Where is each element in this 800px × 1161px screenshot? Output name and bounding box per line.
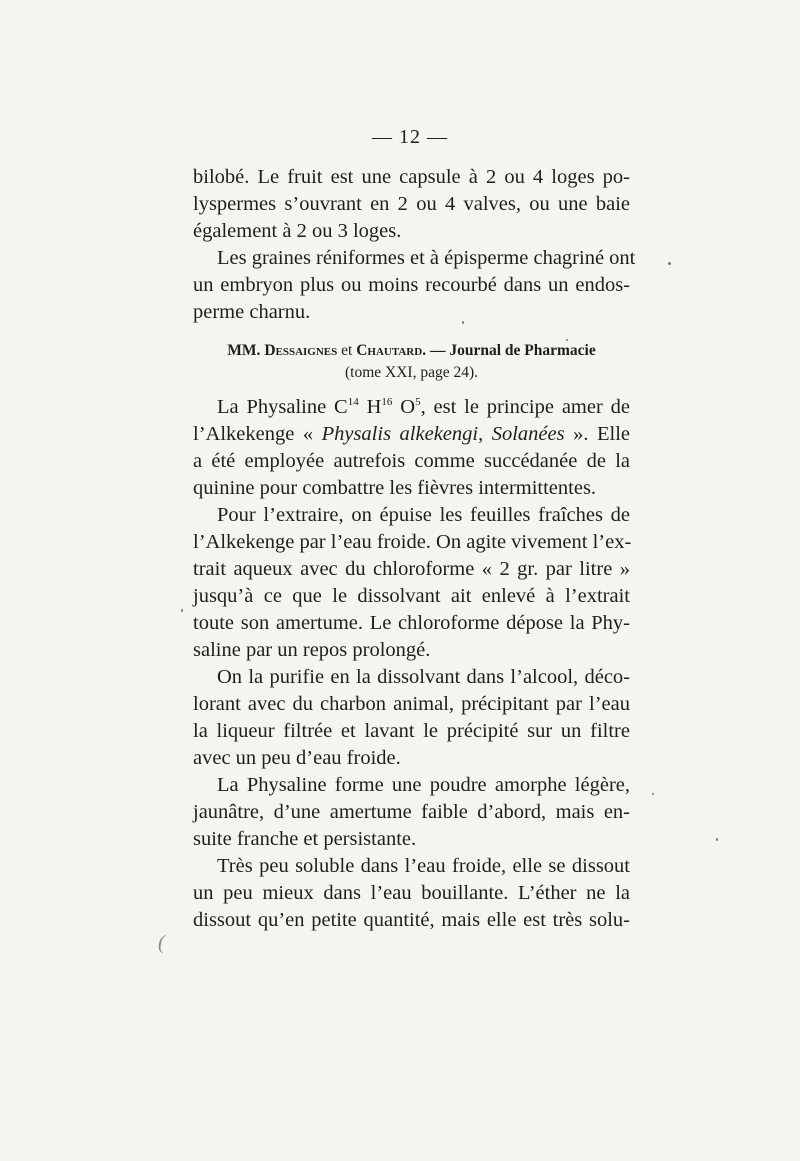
paragraph-2 xyxy=(193,245,636,326)
paragraph-3 xyxy=(193,394,630,502)
text-line: un embryon plus ou moins recourbé dans un endos- xyxy=(193,274,630,296)
text-line: quinine pour combattre les fièvres intermittentes. xyxy=(193,477,597,499)
text-line: bilobé. Le fruit est une capsule à 2 ou 4 loges po- xyxy=(193,166,630,188)
ink-speck xyxy=(668,262,671,265)
formula-sup: 5 xyxy=(415,396,421,408)
text-line: également à 2 ou 3 loges. xyxy=(193,220,402,242)
text-line: trait aqueux avec du chloroforme « 2 gr. par litre » xyxy=(193,558,630,580)
formula-sup: 14 xyxy=(347,396,359,408)
text-line: avec un peu d’eau froide. xyxy=(193,747,401,769)
text-line: Les graines réniformes et à épisperme chagriné ont xyxy=(217,247,636,269)
body-text xyxy=(193,164,636,934)
formula-text: , est le principe amer de xyxy=(420,396,631,418)
text-line: la liqueur filtrée et lavant le précipité sur un filtre xyxy=(193,720,630,742)
text-line: La Physaline forme une poudre amorphe légère, xyxy=(217,774,630,796)
citation-author-1: Dessaignes xyxy=(264,342,338,359)
text-run: l’Alkekenge « xyxy=(193,423,322,445)
margin-mark: ( xyxy=(158,932,165,954)
text-line: a été employée autrefois comme succédanée de la xyxy=(193,450,630,472)
text-line: un peu mieux dans l’eau bouillante. L’éther ne la xyxy=(193,882,630,904)
formula-sup: 16 xyxy=(381,396,393,408)
text-line: lyspermes s’ouvrant en 2 ou 4 valves, ou une baie xyxy=(193,193,630,215)
citation-conj: et xyxy=(337,342,357,359)
paragraph-6 xyxy=(193,772,630,853)
citation-volume: (tome XXI, page 24). xyxy=(345,364,478,381)
citation-author-2: Chautard xyxy=(356,342,423,359)
text-line: perme charnu. xyxy=(193,301,311,323)
formula-text: La Physaline C xyxy=(217,396,348,418)
text-line: jaunâtre, d’une amertume faible d’abord, mais en- xyxy=(193,801,630,823)
citation xyxy=(193,340,630,384)
text-run: ». Elle xyxy=(564,423,631,445)
text-line: Très peu soluble dans l’eau froide, elle se dissout xyxy=(217,855,630,877)
species-name: Physalis alkekengi xyxy=(321,423,479,445)
text-line: On la purifie en la dissolvant dans l’alcool, déco- xyxy=(217,666,630,688)
family-name: Solanées xyxy=(491,423,565,445)
page-number: — 12 — xyxy=(372,126,448,148)
paragraph-1 xyxy=(193,164,630,245)
paragraph-4 xyxy=(193,502,630,664)
text-line: saline par un repos prolongé. xyxy=(193,639,431,661)
ink-speck xyxy=(181,609,183,612)
text-line: l’Alkekenge par l’eau froide. On agite vivement l’ex- xyxy=(193,531,632,553)
text-line: dissout qu’en petite quantité, mais elle est très solu- xyxy=(193,909,630,931)
citation-prefix: MM. xyxy=(227,342,265,359)
text-line: jusqu’à ce que le dissolvant ait enlevé à l’extrait xyxy=(193,585,630,607)
text-line: suite franche et persistante. xyxy=(193,828,417,850)
ink-speck xyxy=(716,838,718,841)
text-line: lorant avec du charbon animal, précipitant par l’eau xyxy=(193,693,630,715)
ink-speck xyxy=(652,793,654,795)
text-line: Pour l’extraire, on épuise les feuilles fraîches de xyxy=(217,504,630,526)
text-line xyxy=(193,421,630,448)
formula-text: H xyxy=(358,396,382,418)
text-run: , xyxy=(478,423,492,445)
paragraph-7 xyxy=(193,853,630,934)
formula-text: O xyxy=(392,396,416,418)
citation-journal: . — Journal de Pharmacie xyxy=(422,342,596,359)
text-line xyxy=(193,394,630,421)
paragraph-5 xyxy=(193,664,630,772)
text-line: toute son amertume. Le chloroforme dépose la Phy- xyxy=(193,612,630,634)
